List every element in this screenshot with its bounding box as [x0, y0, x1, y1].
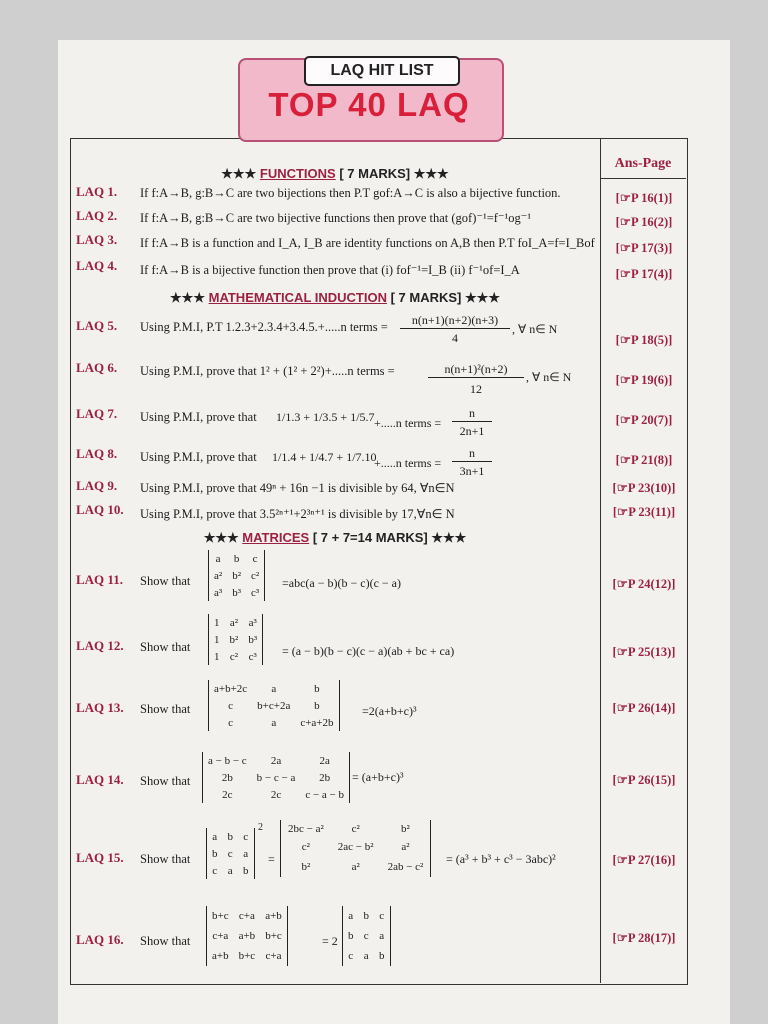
- question-label: LAQ 4.: [76, 258, 118, 273]
- fraction-denominator: 12: [470, 382, 482, 396]
- matrix-cell: c+a+2b: [300, 716, 334, 729]
- matrix-cell: a²: [214, 569, 223, 582]
- fraction-numerator: n(n+1)²(n+2): [428, 362, 524, 378]
- fraction-numerator: n: [452, 406, 492, 422]
- matrix-cell: b: [243, 864, 249, 877]
- matrix-cell: b²: [301, 861, 311, 873]
- stars-left: ★★★: [203, 530, 239, 545]
- series-terms: 1/1.4 + 1/4.7 + 1/7.10: [272, 450, 377, 464]
- matrix-cell: a²: [229, 616, 238, 629]
- answer-page-ref: [☞P 19(6)]: [615, 373, 673, 387]
- determinant: [208, 614, 263, 665]
- matrix-cell: a³: [248, 616, 257, 629]
- fraction-denominator: 2n+1: [459, 424, 485, 438]
- section-name: FUNCTIONS: [259, 166, 336, 181]
- matrix-cell: 2a: [270, 754, 282, 767]
- matrix-cell: b³: [248, 633, 258, 646]
- fraction-numerator: n(n+1)(n+2)(n+3): [400, 313, 510, 329]
- matrix-cell: a: [348, 910, 354, 922]
- question-text: Using P.M.I, prove that 3.5²ⁿ⁺¹+2³ⁿ⁺¹ is divisible by 17,∀n∈ N: [140, 507, 455, 521]
- equation-rhs: =2(a+b+c)³: [362, 704, 417, 718]
- ans-page-header: Ans-Page: [614, 156, 672, 171]
- question-text: Using P.M.I, P.T 1.2.3+2.3.4+3.4.5.+.....n terms =: [140, 320, 388, 334]
- section-matrices: [70, 530, 600, 546]
- matrix-cell: a: [243, 847, 249, 860]
- answer-page-ref: [☞P 23(10)]: [612, 481, 676, 495]
- answer-page-ref: [☞P 26(15)]: [612, 773, 676, 787]
- question-text: Using P.M.I, prove that 49ⁿ + 16n −1 is divisible by 64, ∀n∈N: [140, 481, 455, 495]
- matrix-cell: a: [271, 716, 277, 729]
- question-text: Show that: [140, 702, 191, 716]
- answer-page-ref: [☞P 26(14)]: [612, 701, 676, 715]
- matrix-cell: 2b: [319, 771, 331, 784]
- answer-page-ref: [☞P 20(7)]: [615, 413, 673, 427]
- matrix-cell: c²: [251, 569, 260, 582]
- matrix-cell: c: [228, 716, 234, 729]
- section-marks: [ 7 + 7=14 MARKS]: [312, 530, 428, 545]
- matrix-cell: a: [363, 950, 369, 962]
- section-name: MATHEMATICAL INDUCTION: [208, 290, 387, 305]
- matrix-cell: c+a: [238, 910, 255, 922]
- matrix-cell: a²: [351, 861, 360, 873]
- question-text: Show that: [140, 640, 191, 654]
- series-terms: 1/1.3 + 1/3.5 + 1/5.7: [276, 410, 375, 424]
- page-title: TOP 40 LAQ: [268, 86, 470, 123]
- answer-page-ref: [☞P 21(8)]: [615, 453, 673, 467]
- matrix-cell: b²: [401, 822, 410, 835]
- question-text: Show that: [140, 574, 191, 588]
- question-label: LAQ 1.: [76, 184, 118, 199]
- determinant: [208, 680, 340, 731]
- series-tail: +.....n terms =: [374, 456, 442, 470]
- equation-rhs: = (a − b)(b − c)(c − a)(ab + bc + ca): [282, 644, 455, 658]
- matrix-cell: b: [363, 910, 369, 922]
- question-label: LAQ 10.: [76, 502, 124, 517]
- fraction-denominator: 3n+1: [459, 464, 485, 478]
- matrix-cell: a+b: [212, 950, 229, 962]
- fraction-tail: , ∀ n∈ N: [526, 370, 572, 384]
- matrix-cell: c: [228, 699, 234, 712]
- stars-right: ★★★: [465, 290, 500, 305]
- determinant: [202, 752, 350, 803]
- question-label: LAQ 9.: [76, 478, 118, 493]
- matrix-cell: b: [212, 847, 218, 860]
- matrix-cell: c: [379, 910, 385, 922]
- answer-page-ref: [☞P 24(12)]: [612, 577, 676, 591]
- matrix-cell: a − b − c: [208, 754, 247, 767]
- question-label: LAQ 16.: [76, 932, 124, 947]
- matrix-cell: b+c: [212, 910, 229, 922]
- matrix-cell: b³: [232, 586, 241, 599]
- ans-header-rule: [600, 178, 686, 179]
- equals-sign: =: [268, 852, 275, 866]
- column-divider: [600, 138, 601, 983]
- determinant: [208, 550, 265, 601]
- matrix-cell: b²: [232, 569, 241, 582]
- matrix-cell: a³: [214, 586, 223, 599]
- matrix-cell: c: [348, 950, 354, 962]
- matrix-cell: c+a: [212, 930, 229, 942]
- matrix-cell: b: [227, 830, 233, 843]
- answer-page-ref: [☞P 28(17)]: [612, 931, 676, 945]
- determinant: [280, 820, 431, 877]
- matrix-cell: a+b: [265, 910, 282, 922]
- matrix-cell: b: [379, 950, 385, 962]
- stars-right: ★★★: [431, 530, 467, 545]
- fraction-numerator: n: [452, 446, 492, 462]
- matrix-cell: b: [314, 682, 320, 695]
- question-label: LAQ 11.: [76, 572, 123, 587]
- matrix-cell: c²: [229, 650, 238, 663]
- answer-page-ref: [☞P 23(11)]: [612, 505, 676, 519]
- matrix-cell: 2c: [222, 788, 233, 801]
- matrix-cell: b²: [229, 633, 239, 646]
- stars-right: ★★★: [413, 166, 449, 181]
- matrix-cell: a: [379, 930, 385, 942]
- matrix-cell: 2bc − a²: [288, 822, 324, 835]
- question-text: Show that: [140, 934, 191, 948]
- question-text: If f:A→B is a function and I_A, I_B are identity functions on A,B then P.T foI_A=f=I_Bof: [140, 236, 595, 250]
- matrix-cell: a: [271, 682, 277, 695]
- question-label: LAQ 14.: [76, 772, 124, 787]
- matrix-cell: b: [314, 699, 320, 712]
- answer-page-ref: [☞P 16(2)]: [615, 215, 673, 229]
- question-text: Show that: [140, 774, 191, 788]
- matrix-cell: b+c+2a: [257, 699, 291, 712]
- equation-rhs: = (a+b+c)³: [352, 770, 404, 784]
- answer-page-ref: [☞P 16(1)]: [615, 191, 673, 205]
- matrix-cell: b: [233, 552, 240, 565]
- matrix-cell: c: [252, 552, 258, 565]
- matrix-cell: c: [227, 847, 233, 860]
- matrix-cell: c: [243, 830, 249, 843]
- matrix-cell: a: [212, 830, 218, 843]
- matrix-cell: a: [227, 864, 233, 877]
- matrix-cell: c³: [251, 586, 260, 599]
- matrix-cell: 1: [214, 633, 220, 646]
- matrix-cell: c+a: [265, 950, 282, 962]
- matrix-cell: c²: [301, 841, 310, 853]
- question-label: LAQ 15.: [76, 850, 124, 865]
- question-label: LAQ 5.: [76, 318, 118, 333]
- stars-left: ★★★: [170, 290, 205, 305]
- question-text: If f:A→B, g:B→C are two bijections then P.T gof:A→C is also a bijective function.: [140, 186, 561, 200]
- question-label: LAQ 13.: [76, 700, 124, 715]
- matrix-cell: 2c: [270, 788, 282, 801]
- answer-page-ref: [☞P 27(16)]: [612, 853, 676, 867]
- equation-rhs: = (a³ + b³ + c³ − 3abc)²: [446, 852, 556, 866]
- matrix-cell: c − a − b: [305, 788, 345, 801]
- matrix-cell: 2b: [221, 771, 233, 784]
- matrix-cell: b: [348, 930, 354, 942]
- answer-page-ref: [☞P 17(3)]: [615, 241, 673, 255]
- matrix-cell: b+c: [265, 930, 282, 942]
- series-tail: +.....n terms =: [374, 416, 442, 430]
- question-text: If f:A→B, g:B→C are two bijective functions then prove that (gof)⁻¹=f⁻¹og⁻¹: [140, 211, 532, 225]
- matrix-cell: a²: [401, 841, 410, 853]
- question-text: If f:A→B is a bijective function then prove that (i) fof⁻¹=I_B (ii) f⁻¹of=I_A: [140, 263, 520, 277]
- section-name: MATRICES: [242, 530, 310, 545]
- matrix-cell: 2ac − b²: [337, 841, 374, 853]
- matrix-cell: 2a: [319, 754, 330, 767]
- section-induction: [70, 290, 600, 306]
- matrix-cell: b+c: [238, 950, 256, 962]
- matrix-cell: a: [215, 552, 221, 565]
- determinant: [342, 906, 391, 966]
- answer-page-ref: [☞P 18(5)]: [615, 333, 673, 347]
- hit-list-label: LAQ HIT LIST: [304, 56, 460, 86]
- question-label: LAQ 3.: [76, 232, 118, 247]
- question-label: LAQ 12.: [76, 638, 124, 653]
- determinant-power: 2: [258, 822, 263, 833]
- answer-page-ref: [☞P 17(4)]: [615, 267, 673, 281]
- question-text: Using P.M.I, prove that: [140, 450, 257, 464]
- matrix-cell: a+b+2c: [214, 682, 248, 695]
- matrix-cell: c: [212, 864, 218, 877]
- matrix-cell: a+b: [238, 930, 256, 942]
- fraction-tail: , ∀ n∈ N: [512, 322, 558, 336]
- section-marks: [ 7 MARKS]: [390, 290, 462, 305]
- matrix-cell: 1: [214, 650, 220, 663]
- question-label: LAQ 2.: [76, 208, 118, 223]
- equation-mid: = 2: [322, 934, 338, 948]
- matrix-cell: 2ab − c²: [387, 861, 424, 873]
- fraction-denominator: 4: [452, 331, 458, 345]
- matrix-cell: c: [363, 930, 369, 942]
- matrix-cell: c²: [351, 822, 360, 835]
- question-text: Using P.M.I, prove that: [140, 410, 257, 424]
- question-text: Using P.M.I, prove that 1² + (1² + 2²)+.....n terms =: [140, 364, 395, 378]
- section-functions: [70, 166, 600, 182]
- determinant: [206, 906, 288, 966]
- matrix-cell: b − c − a: [256, 771, 296, 784]
- question-label: LAQ 7.: [76, 406, 118, 421]
- determinant: [206, 828, 255, 879]
- question-label: LAQ 6.: [76, 360, 118, 375]
- equation-rhs: =abc(a − b)(b − c)(c − a): [282, 576, 402, 590]
- matrix-cell: 1: [214, 616, 220, 629]
- matrix-cell: c³: [248, 650, 257, 663]
- answer-page-ref: [☞P 25(13)]: [612, 645, 676, 659]
- section-marks: [ 7 MARKS]: [339, 166, 411, 181]
- question-label: LAQ 8.: [76, 446, 118, 461]
- stars-left: ★★★: [221, 166, 257, 181]
- question-text: Show that: [140, 852, 191, 866]
